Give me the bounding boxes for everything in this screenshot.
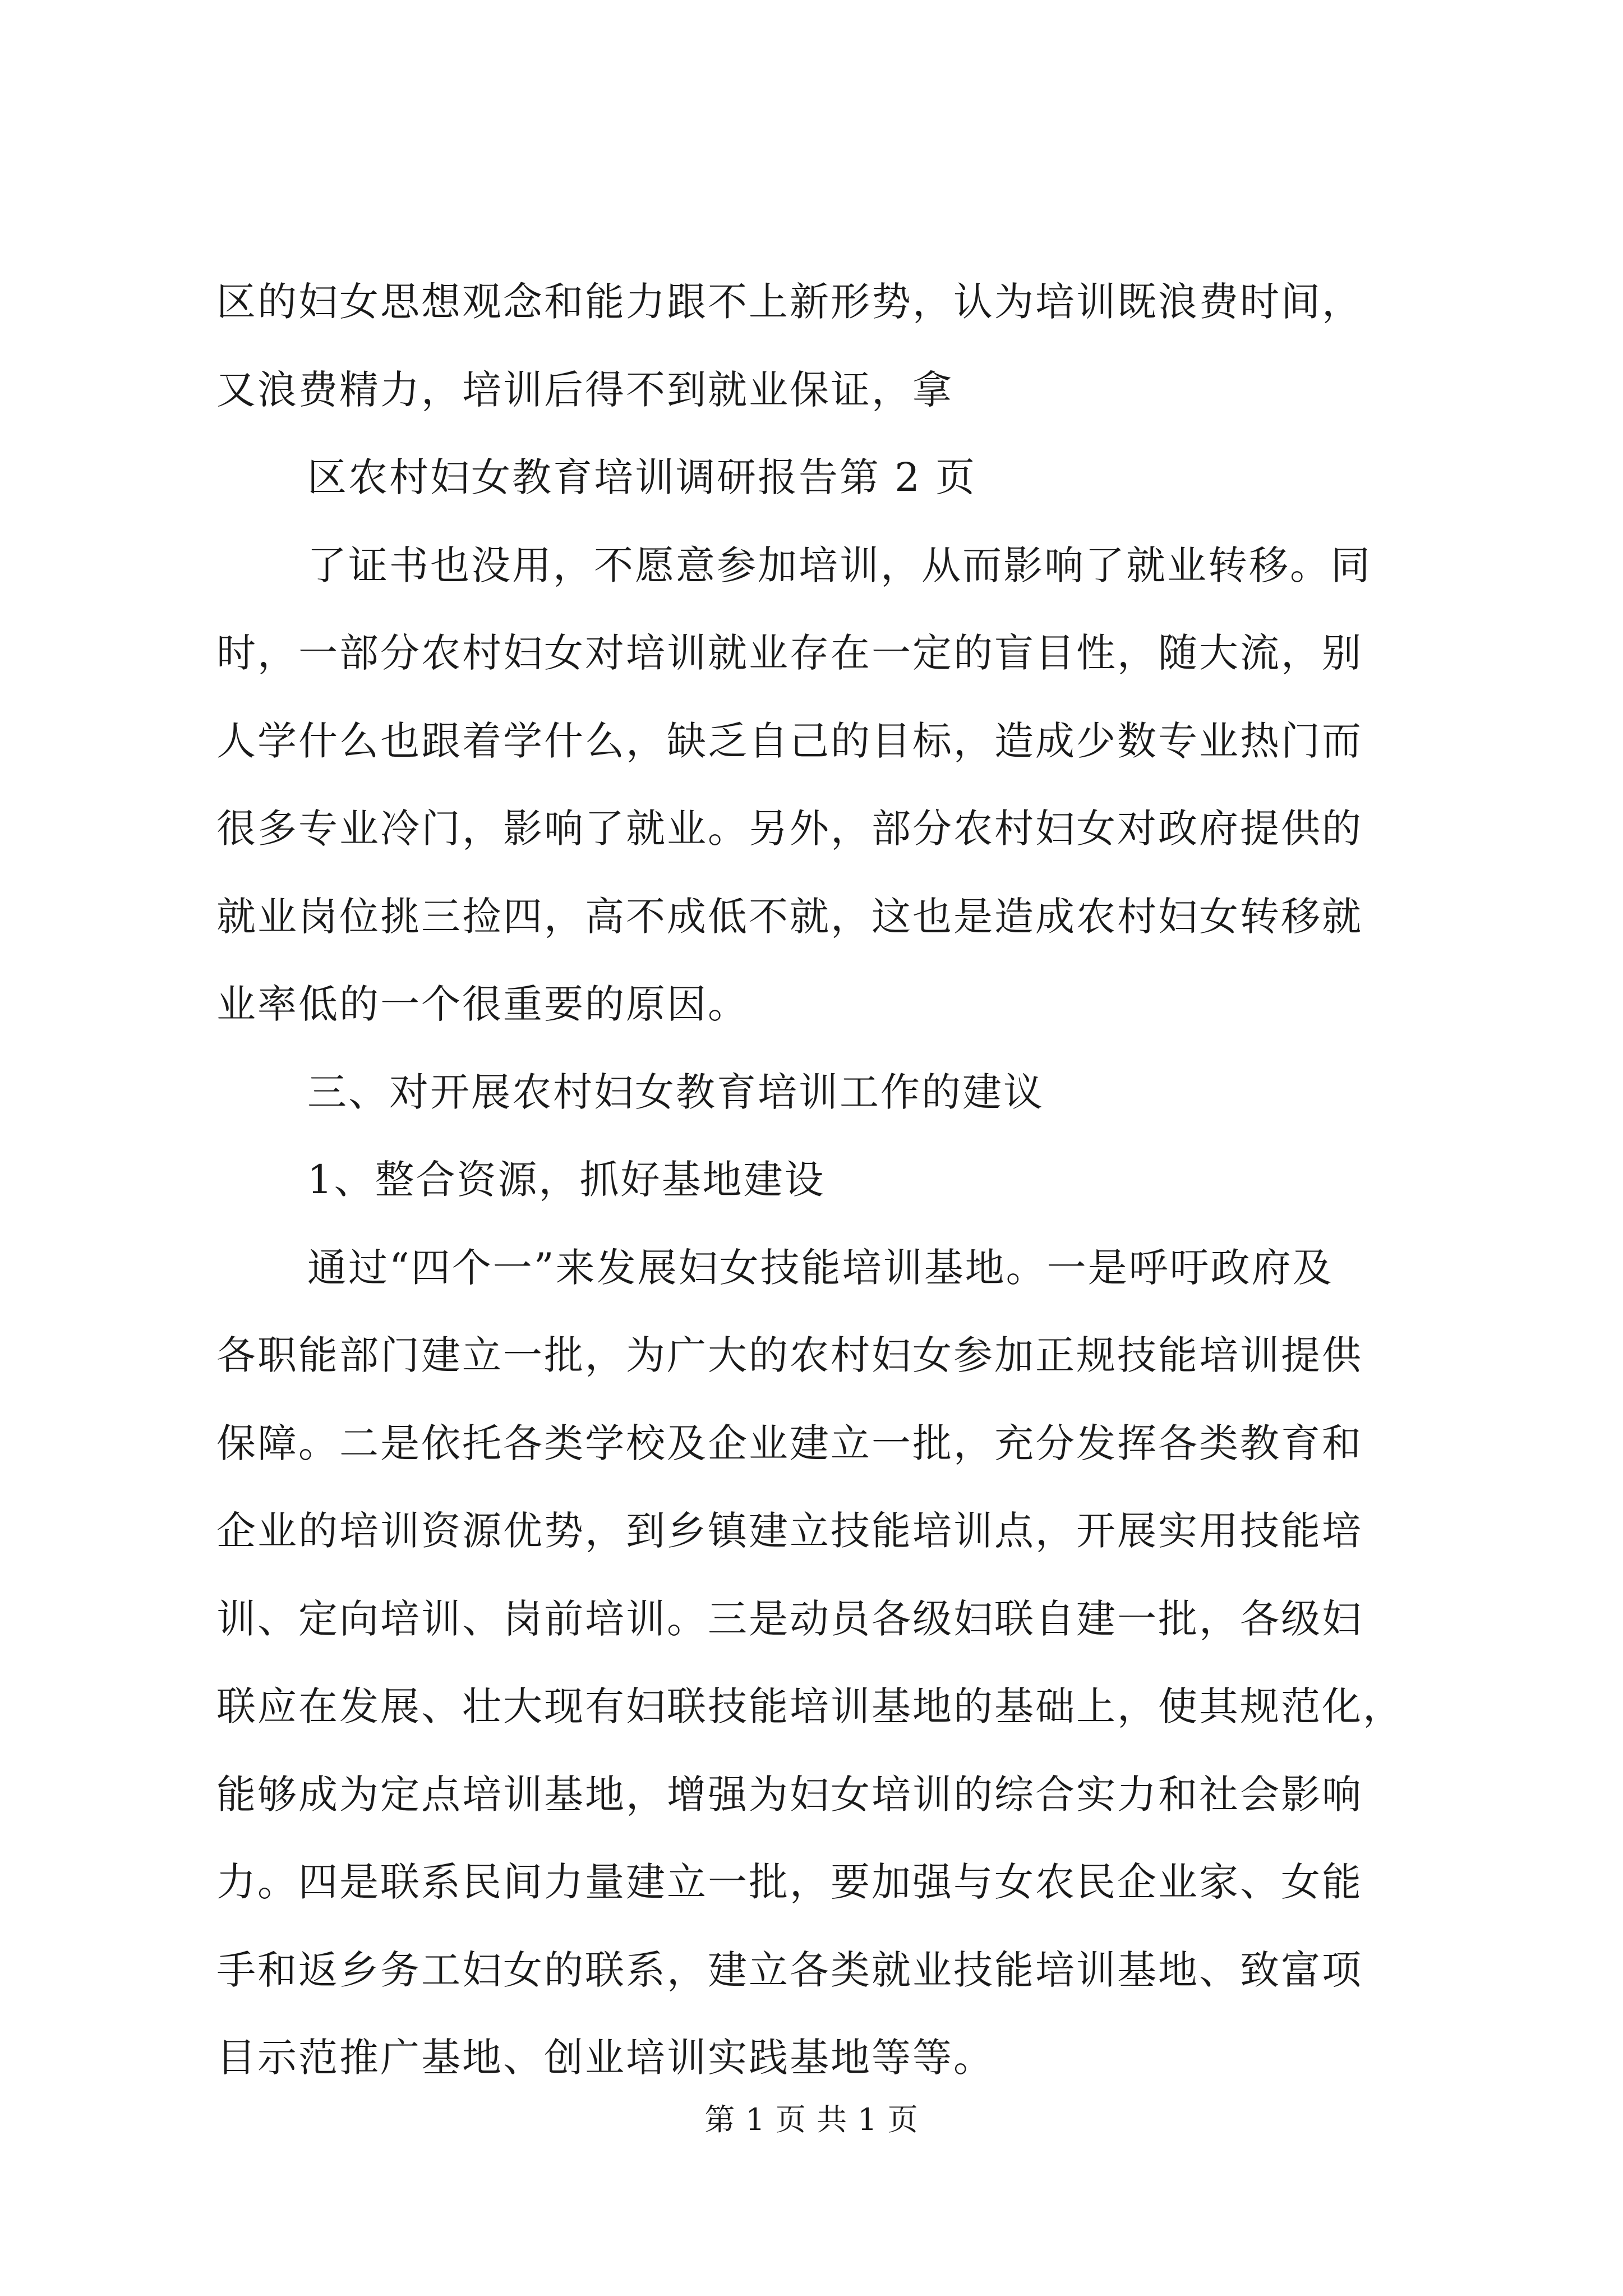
text-line-2: 又浪费精力，培训后得不到就业保证，拿: [216, 367, 953, 413]
subsection-heading: 1、整合资源，抓好基地建设: [307, 1157, 826, 1203]
text-line-15: 企业的培训资源优势，到乡镇建立技能培训点，开展实用技能培: [216, 1508, 1363, 1554]
text-line-5: 时，一部分农村妇女对培训就业存在一定的盲目性，随大流，别: [216, 630, 1363, 676]
text-line-9: 业率低的一个很重要的原因。: [216, 981, 749, 1027]
text-line-21: 目示范推广基地、创业培训实践基地等等。: [216, 2035, 994, 2081]
text-line-6: 人学什么也跟着学什么，缺乏自己的目标，造成少数专业热门而: [216, 718, 1363, 764]
text-line-17: 联应在发展、壮大现有妇联技能培训基地的基础上，使其规范化，: [216, 1683, 1404, 1729]
text-line-16: 训、定向培训、岗前培训。三是动员各级妇联自建一批，各级妇: [216, 1596, 1363, 1642]
text-line-8: 就业岗位挑三捡四，高不成低不就，这也是造成农村妇女转移就: [216, 894, 1363, 940]
page-footer: 第 1 页 共 1 页: [704, 2102, 919, 2137]
text-line-19: 力。四是联系民间力量建立一批，要加强与女农民企业家、女能: [216, 1859, 1363, 1905]
text-line-13: 各职能部门建立一批，为广大的农村妇女参加正规技能培训提供: [216, 1332, 1363, 1378]
text-line-1: 区的妇女思想观念和能力跟不上新形势，认为培训既浪费时间，: [216, 279, 1363, 325]
text-line-7: 很多专业冷门，影响了就业。另外，部分农村妇女对政府提供的: [216, 806, 1363, 852]
text-line-12: 通过“四个一”来发展妇女技能培训基地。一是呼吁政府及: [307, 1245, 1334, 1291]
text-line-20: 手和返乡务工妇女的联系，建立各类就业技能培训基地、致富项: [216, 1947, 1363, 1993]
section-heading: 三、对开展农村妇女教育培训工作的建议: [307, 1069, 1044, 1115]
text-line-14: 保障。二是依托各类学校及企业建立一批，充分发挥各类教育和: [216, 1420, 1363, 1466]
page-marker-line: 区农村妇女教育培训调研报告第 2 页: [307, 454, 977, 500]
text-line-4: 了证书也没用，不愿意参加培训，从而影响了就业转移。同: [307, 542, 1372, 588]
text-line-18: 能够成为定点培训基地，增强为妇女培训的综合实力和社会影响: [216, 1772, 1363, 1818]
